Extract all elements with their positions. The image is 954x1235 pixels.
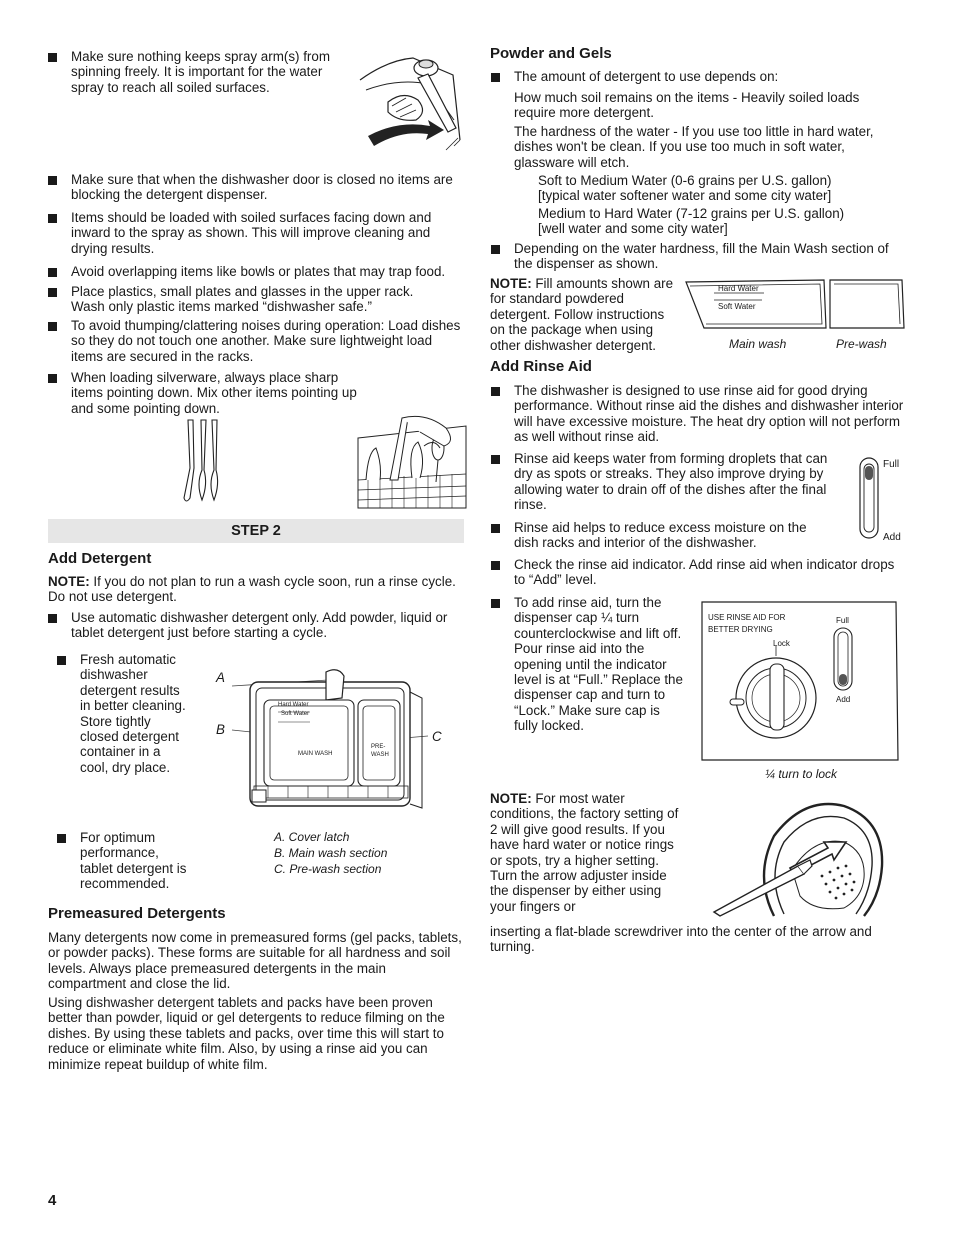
no-wash-note <box>48 574 458 605</box>
label-c: C <box>432 729 442 744</box>
bullet-soiled-down: Items should be loaded with soiled surfaces facing down and inward to the spray as shown. This will improve cleaning and drying results. <box>71 210 432 256</box>
square-bullet-icon <box>491 599 500 608</box>
bullet-rinse-designed: The dishwasher is designed to use rinse aid for good drying performance. Without rinse aid the dishes and dishwasher interior will have excessive moisture. The heat dry option will not perform as well without rinse aid. <box>514 383 904 445</box>
cap-instruction-line-2: BETTER DRYING <box>708 625 773 634</box>
silverware-illustration <box>176 418 466 510</box>
fill-amount-note <box>490 276 678 353</box>
premeasured-paragraph-1: Many detergents now come in premeasured forms (gel packs, tablets, or powder packs). These forms are suitable for all hardness and soil levels. Always place premeasured detergents in the main compartment and close the lid. <box>48 930 462 992</box>
bullet-fill-main-wash: Depending on the water hardness, fill the Main Wash section of the dispenser as shown. <box>514 241 889 272</box>
soil-paragraph: How much soil remains on the items - Heavily soiled loads require more detergent. <box>514 90 860 121</box>
cap-lock-label: Lock <box>773 639 790 648</box>
bullet-silverware: When loading silverware, always place sharp items pointing down. Mix other items pointing up and some pointing down. <box>71 370 357 416</box>
bullet-fresh-detergent: Fresh automatic dishwasher detergent results in better cleaning. Store tightly closed detergent container in a cool, dry place. <box>80 652 186 775</box>
square-bullet-icon <box>491 245 500 254</box>
indicator-full-label: Full <box>883 459 900 470</box>
note-text: If you do not plan to run a wash cycle soon, run a rinse cycle. Do not use detergent. <box>48 574 456 605</box>
square-bullet-icon <box>48 614 57 623</box>
fill-main-wash-caption: Main wash <box>729 337 787 351</box>
cap-instruction-line-1: USE RINSE AID FOR <box>708 613 786 622</box>
label-a: A <box>216 670 225 685</box>
rinse-indicator-illustration <box>858 456 880 540</box>
fill-pre-wash-caption: Pre-wash <box>836 337 887 351</box>
bullet-rinse-moisture: Rinse aid helps to reduce excess moisture on the dish racks and interior of the dishwasher. <box>514 520 807 551</box>
square-bullet-icon <box>491 73 500 82</box>
note-label: NOTE: <box>48 574 90 589</box>
add-rinse-aid-heading: Add Rinse Aid <box>490 358 592 375</box>
square-bullet-icon <box>48 288 57 297</box>
bullet-avoid-overlap: Avoid overlapping items like bowls or plates that may trap food. <box>71 264 446 279</box>
fill-hard-water: Hard Water <box>718 284 759 293</box>
adjust-note-text-2: inserting a flat-blade screwdriver into the center of the arrow and turning. <box>490 924 872 955</box>
fill-note-text: Fill amounts shown are for standard powdered detergent. Follow instructions on the package when using other dishwasher detergent. <box>490 276 674 353</box>
spray-arm-illustration <box>358 50 462 154</box>
dispenser-pre-wash-2: WASH <box>371 752 389 758</box>
dispenser-pre-wash-1: PRE- <box>371 744 386 750</box>
bullet-door-clear: Make sure that when the dishwasher door is closed no items are blocking the detergent dispenser. <box>71 172 453 203</box>
bullet-thumping: To avoid thumping/clattering noises during operation: Load dishes so they do not touch one another. Make sure lightweight load items are secured in the racks. <box>71 318 461 364</box>
square-bullet-icon <box>48 374 57 383</box>
square-bullet-icon <box>491 455 500 464</box>
quarter-turn-caption: ¼ turn to lock <box>765 767 838 781</box>
bullet-amount-depends: The amount of detergent to use depends on: <box>514 69 779 84</box>
square-bullet-icon <box>491 387 500 396</box>
dispenser-soft-water: Soft Water <box>281 711 310 717</box>
bullet-rinse-droplets: Rinse aid keeps water from forming droplets that can dry as spots or streaks. They also improve drying by allowing water to drain off of the dishes after the final rinse. <box>514 451 828 513</box>
dispenser-main-wash: MAIN WASH <box>298 751 333 757</box>
caption-cover-latch: A. Cover latch <box>274 830 350 844</box>
detergent-dispenser-illustration <box>228 668 428 813</box>
square-bullet-icon <box>48 53 57 62</box>
bullet-check-indicator: Check the rinse aid indicator. Add rinse aid when indicator drops to “Add” level. <box>514 557 895 588</box>
cap-add-label: Add <box>836 695 851 704</box>
adjust-note-label: NOTE: <box>490 791 532 806</box>
premeasured-paragraph-2: Using dishwasher detergent tablets and packs have been proven better than powder, liquid or gel detergents to reduce filming on the dishes. By using these tablets and packs, over time this will start to reduce or eliminate white film. Also, by using a rinse aid you can minimize repeat buildup of white film. <box>48 995 445 1072</box>
cap-full-label: Full <box>836 616 849 625</box>
square-bullet-icon <box>57 656 66 665</box>
square-bullet-icon <box>48 214 57 223</box>
square-bullet-icon <box>57 834 66 843</box>
add-detergent-heading: Add Detergent <box>48 550 152 567</box>
medium-hard-water: Medium to Hard Water (7-12 grains per U.S. gallon) [well water and some city water] <box>538 206 845 237</box>
arrow-adjuster-note <box>490 791 680 914</box>
square-bullet-icon <box>491 524 500 533</box>
caption-main-wash: B. Main wash section <box>274 846 388 860</box>
square-bullet-icon <box>48 176 57 185</box>
square-bullet-icon <box>491 561 500 570</box>
powder-gels-heading: Powder and Gels <box>490 45 612 62</box>
dispenser-hard-water: Hard Water <box>278 702 309 708</box>
premeasured-heading: Premeasured Detergents <box>48 905 226 922</box>
hardness-paragraph: The hardness of the water - If you use too little in hard water, dishes won't be clean. If you use too much in soft water, glassware will etch. <box>514 124 874 170</box>
bullet-automatic-detergent: Use automatic dishwasher detergent only. Add powder, liquid or tablet detergent just before starting a cycle. <box>71 610 448 641</box>
indicator-add-label: Add <box>883 532 901 543</box>
bullet-plastics: Place plastics, small plates and glasses in the upper rack. Wash only plastic items marked “dishwasher safe.” <box>71 284 414 315</box>
fill-soft-water: Soft Water <box>718 302 756 311</box>
step-2-banner: STEP 2 <box>48 519 464 543</box>
soft-medium-water: Soft to Medium Water (0-6 grains per U.S. gallon) [typical water softener water and some city water] <box>538 173 832 204</box>
page-number: 4 <box>48 1192 57 1209</box>
arrow-adjuster-illustration <box>714 796 884 916</box>
adjust-note-text-1: For most water conditions, the factory setting of 2 will give good results. If you have hard water or notice rings or spots, try a higher setting. Turn the arrow adjuster inside the dispenser by either using your fingers or <box>490 791 679 914</box>
label-b: B <box>216 722 225 737</box>
fill-note-label: NOTE: <box>490 276 532 291</box>
bullet-tablet: For optimum performance, tablet detergent is recommended. <box>80 830 187 892</box>
bullet-add-rinse-steps: To add rinse aid, turn the dispenser cap ¼ turn counterclockwise and lift off. Pour rinse aid into the opening until the indicator level is at “Full.” Replace the dispenser cap and turn to “Lock.” Make sure cap is fully locked. <box>514 595 683 734</box>
bullet-spray-arm: Make sure nothing keeps spray arm(s) from spinning freely. It is important for the water spray to reach all soiled surfaces. <box>71 49 330 95</box>
square-bullet-icon <box>48 322 57 331</box>
caption-pre-wash: C. Pre-wash section <box>274 862 382 876</box>
square-bullet-icon <box>48 268 57 277</box>
